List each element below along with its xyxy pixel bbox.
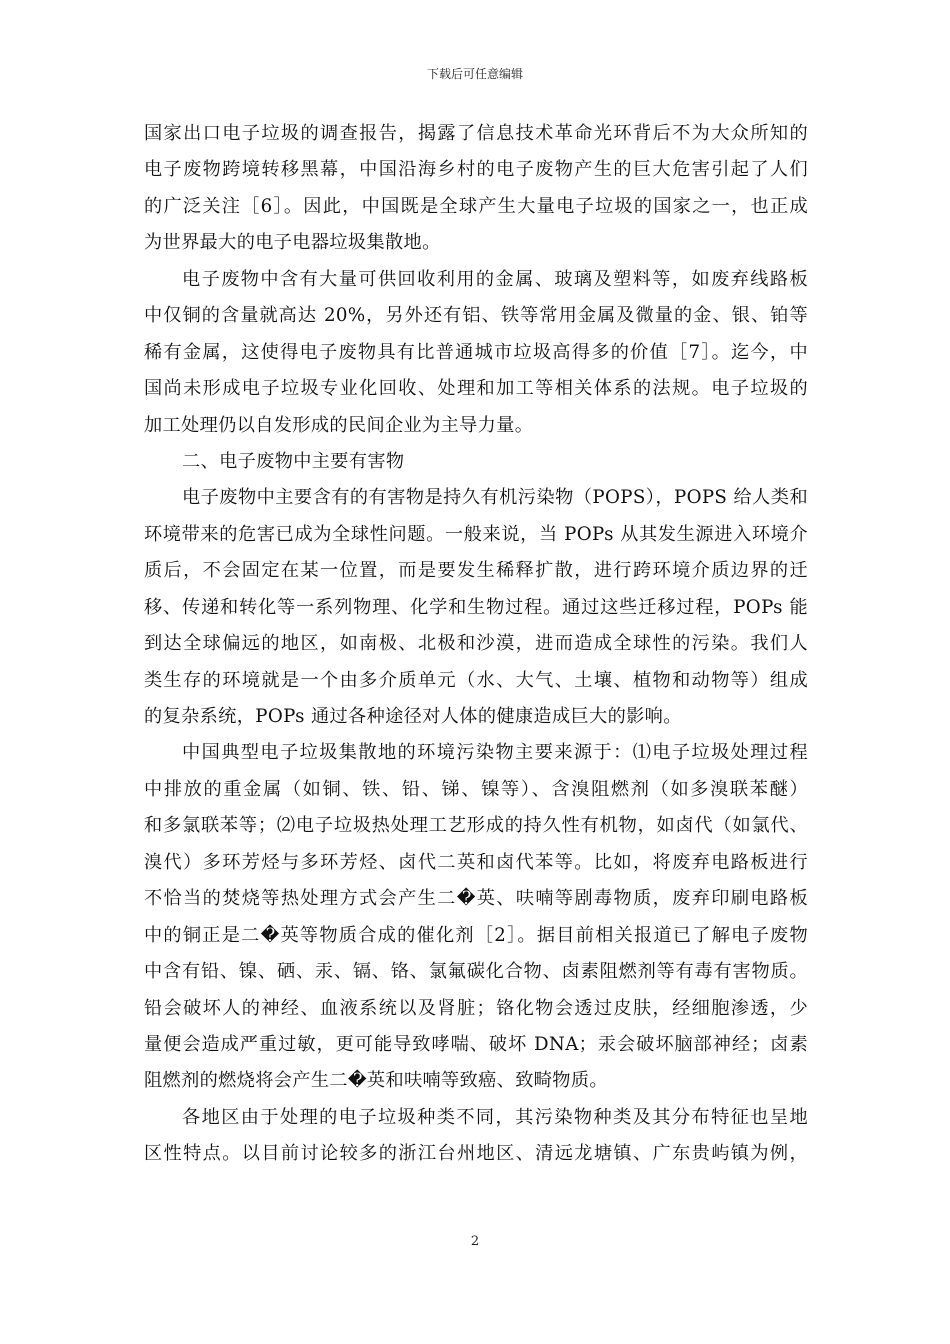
text-line: 区性特点。以目前讨论较多的浙江台州地区、清远龙塘镇、广东贵屿镇为例， [144, 1143, 808, 1165]
text-line: 中排放的重金属（如铜、铁、铅、锑、镍等）、含溴阻燃剂（如多溴联苯醚） [144, 778, 808, 800]
text-line: 电子废物中含有大量可供回收利用的金属、玻璃及塑料等，如废弃线路板 [182, 268, 808, 290]
paragraph [144, 262, 808, 444]
text-line: 到达全球偏远的地区，如南极、北极和沙漠，进而造成全球性的污染。我们人 [144, 633, 808, 655]
text-line: 溴代）多环芳烃与多环芳烃、卤代二英和卤代苯等。比如，将废弃电路板进行 [144, 851, 808, 873]
page-number: 2 [470, 1234, 480, 1249]
document-body [144, 116, 808, 1173]
paragraph [144, 1100, 808, 1173]
paragraph [144, 480, 808, 735]
section-heading-text: 二、电子废物中主要有害物 [182, 450, 405, 472]
text-line: 量便会造成严重过敏，更可能导致哮喘、破坏 DNA；汞会破坏脑部神经；卤素 [144, 1033, 808, 1055]
paragraph [144, 116, 808, 262]
text-line: 中仅铜的含量就高达 20%，另外还有铝、铁等常用金属及微量的金、银、铂等 [144, 305, 808, 327]
text-line: 移、传递和转化等一系列物理、化学和生物过程。通过这些迁移过程，POPs 能 [144, 596, 808, 618]
text-line: 国尚未形成电子垃圾专业化回收、处理和加工等相关体系的法规。电子垃圾的 [144, 378, 808, 400]
page-header: 下载后可任意编辑 [426, 67, 523, 81]
text-line: 电子废物跨境转移黑幕，中国沿海乡村的电子废物产生的巨大危害引起了人们 [144, 159, 808, 181]
text-line: 环境带来的危害已成为全球性问题。一般来说，当 POPs 从其发生源进入环境介 [144, 523, 808, 545]
text-line: 各地区由于处理的电子垃圾种类不同，其污染物种类及其分布特征也呈地 [182, 1106, 808, 1128]
text-line: 的广泛关注［6］。因此，中国既是全球产生大量电子垃圾的国家之一，也正成 [144, 195, 808, 217]
text-line: 阻燃剂的燃烧将会产生二�英和呋喃等致癌、致畸物质。 [144, 1070, 608, 1092]
text-line: 中含有铅、镍、硒、汞、镉、铬、氯氟碳化合物、卤素阻燃剂等有毒有害物质。 [144, 961, 808, 983]
text-line: 电子废物中主要含有的有害物是持久有机污染物（POPS），POPS 给人类和 [182, 487, 808, 509]
text-line: 国家出口电子垃圾的调查报告，揭露了信息技术革命光环背后不为大众所知的 [144, 123, 808, 144]
text-line: 加工处理仍以自发形成的民间企业为主导力量。 [144, 414, 534, 436]
text-line: 铅会破坏人的神经、血液系统以及肾脏；铬化物会透过皮肤，经细胞渗透，少 [144, 997, 808, 1019]
text-line: 稀有金属，这使得电子废物具有比普通城市垃圾高得多的价值［7］。迄今，中 [144, 341, 808, 363]
paragraph [144, 735, 808, 1099]
text-line: 中国典型电子垃圾集散地的环境污染物主要来源于：⑴电子垃圾处理过程 [182, 742, 808, 764]
text-line: 的复杂系统，POPs 通过各种途径对人体的健康造成巨大的影响。 [144, 706, 682, 727]
text-line: 为世界最大的电子电器垃圾集散地。 [144, 232, 441, 254]
section-heading [144, 444, 808, 480]
text-line: 质后，不会固定在某一位置，而是要发生稀释扩散，进行跨环境介质边界的迁 [144, 560, 808, 582]
text-line: 中的铜正是二�英等物质合成的催化剂［2］。据目前相关报道已了解电子废物 [144, 924, 808, 946]
text-line: 不恰当的焚烧等热处理方式会产生二�英、呋喃等剧毒物质，废弃印刷电路板 [144, 888, 808, 910]
text-line: 类生存的环境就是一个由多介质单元（水、大气、土壤、植物和动物等）组成 [144, 669, 808, 691]
text-line: 和多氯联苯等；⑵电子垃圾热处理工艺形成的持久性有机物，如卤代（如氯代、 [144, 815, 808, 837]
